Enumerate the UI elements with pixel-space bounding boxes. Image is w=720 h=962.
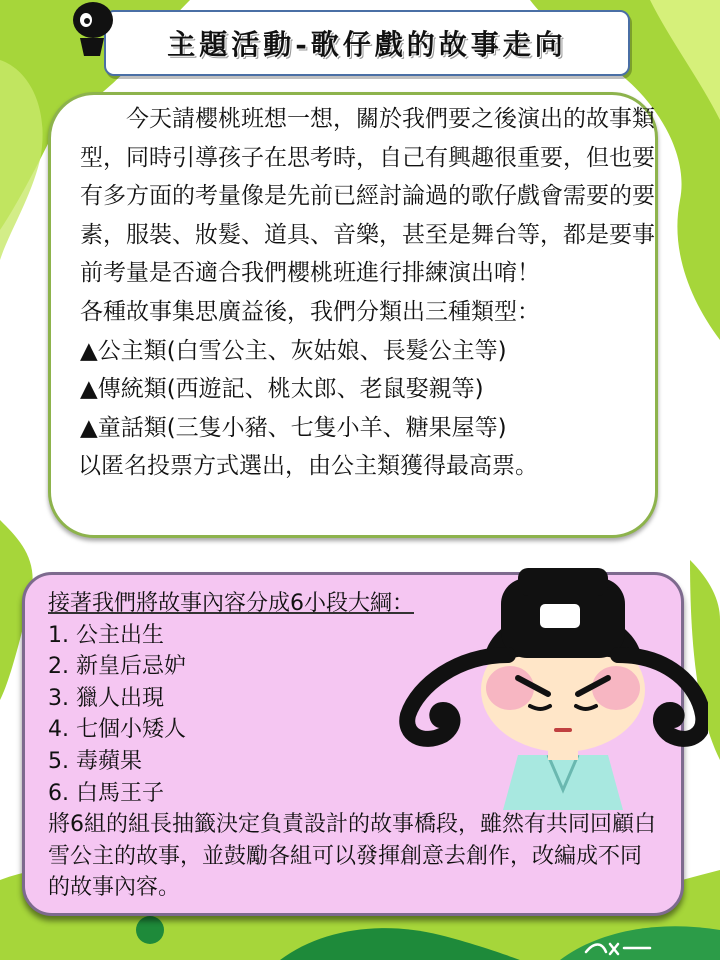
category-item: ▲童話類(三隻小豬、七隻小羊、糖果屋等) (80, 414, 507, 441)
outline-intro: 接著我們將故事內容分成6小段大綱： (48, 591, 414, 616)
title-banner (104, 10, 630, 76)
summary-line: 各種故事集思廣益後，我們分類出三種類型： (80, 298, 540, 325)
story-discussion-text (80, 100, 660, 486)
category-item: ▲傳統類(西遊記、桃太郎、老鼠娶親等) (80, 376, 484, 403)
vote-result: 以匿名投票方式選出，由公主類獲得最高票。 (78, 453, 538, 480)
page-title: 主題活動-歌仔戲的故事走向 (167, 28, 567, 61)
opera-actor-icon (398, 560, 708, 810)
outline-item: 2. 新皇后忌妒 (48, 654, 186, 680)
intro-paragraph: 今天請櫻桃班想一想，關於我們要之後演出的故事類型，同時引導孩子在思考時，自己有興趣很重要，但也要有多方面的考量像是先前已經討論過的歌仔戲會需要的要素，服裝、妝髮、道具、音樂，甚至是舞台等，都是要事前考量是否適合我們櫻桃班進行排練演出唷！ (80, 106, 655, 287)
outline-item: 1. 公主出生 (48, 622, 164, 648)
closing-paragraph: 將6組的組長抽籤決定負責設計的故事橋段，雖然有共同回顧白雪公主的故事，並鼓勵各組可以發揮創意去創作，改編成不同的故事內容。 (48, 812, 656, 901)
kindergarten-logo-icon (584, 938, 654, 962)
outline-item: 5. 毒蘋果 (48, 748, 142, 774)
category-item: ▲公主類(白雪公主、灰姑娘、長髮公主等) (80, 337, 507, 364)
outline-item: 4. 七個小矮人 (48, 717, 186, 743)
outline-item: 3. 獵人出現 (48, 685, 164, 711)
outline-item: 6. 白馬王子 (48, 780, 164, 806)
mascot-icon (70, 0, 116, 56)
